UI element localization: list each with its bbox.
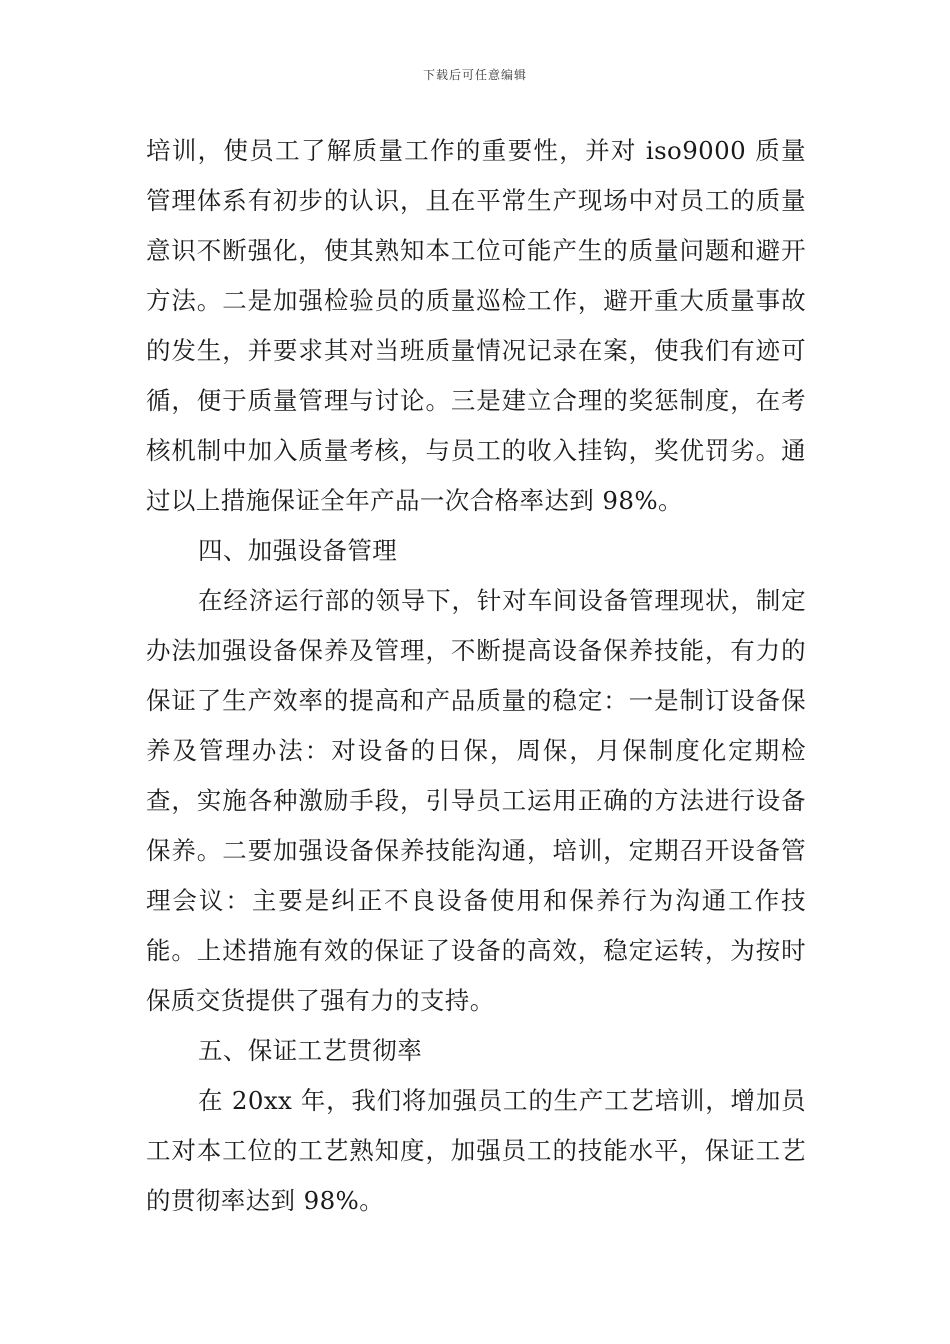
download-editable-note: 下载后可任意编辑 — [422, 68, 527, 82]
section-heading-equipment: 四、加强设备管理 — [198, 536, 398, 565]
paragraph-process-compliance: 在 20xx 年，我们将加强员工的生产工艺培训，增加员工对本工位的工艺熟知度，加强员工的技能水平，保证工艺的贯彻率达到 98%。 — [146, 1086, 806, 1215]
document-body — [146, 126, 806, 1226]
section-heading-process: 五、保证工艺贯彻率 — [198, 1036, 423, 1065]
paragraph-equipment-management: 在经济运行部的领导下，针对车间设备管理现状，制定办法加强设备保养及管理，不断提高设备保养技能，有力的保证了生产效率的提高和产品质量的稳定：一是制订设备保养及管理办法：对设备的日保，周保，月保制度化定期检查，实施各种激励手段，引导员工运用正确的方法进行设备保养。二要加强设备保养技能沟通，培训，定期召开设备管理会议：主要是纠正不良设备使用和保养行为沟通工作技能。上述措施有效的保证了设备的高效，稳定运转，为按时保质交货提供了强有力的支持。 — [146, 586, 806, 1015]
paragraph-quality-training: 培训，使员工了解质量工作的重要性，并对 iso9000 质量管理体系有初步的认识，且在平常生产现场中对员工的质量意识不断强化，使其熟知本工位可能产生的质量问题和避开方法。二是加强检验员的质量巡检工作，避开重大质量事故的发生，并要求其对当班质量情况记录在案，使我们有迹可循，便于质量管理与讨论。三是建立合理的奖惩制度，在考核机制中加入质量考核，与员工的收入挂钩，奖优罚劣。通过以上措施保证全年产品一次合格率达到 98%。 — [146, 136, 806, 515]
